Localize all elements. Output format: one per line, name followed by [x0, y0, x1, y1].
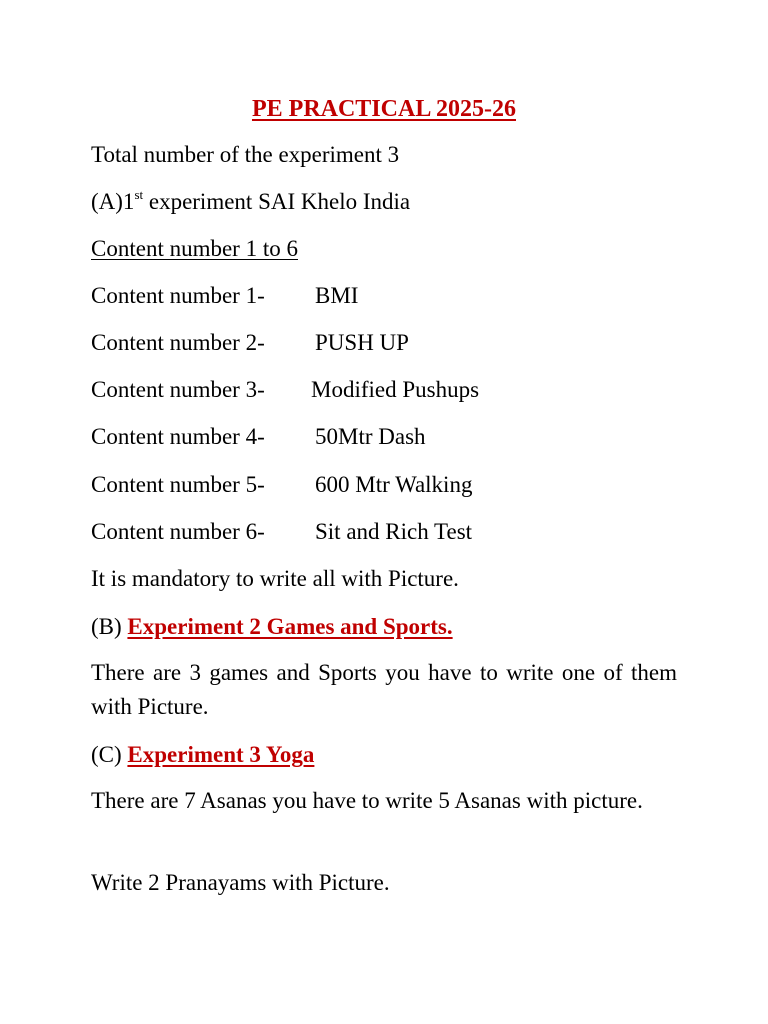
- experiment-b-title: Experiment 2 Games and Sports.: [127, 614, 453, 639]
- content-label: Content number 6-: [91, 519, 265, 544]
- content-row-2: [91, 329, 409, 357]
- experiment-c-heading: [91, 741, 314, 769]
- experiment-c-prefix: (C): [91, 742, 128, 767]
- content-row-5: [91, 471, 472, 499]
- experiment-a-prefix: (A)1: [91, 189, 135, 214]
- content-row-4: [91, 423, 426, 451]
- content-value: Sit and Rich Test: [315, 519, 473, 544]
- experiment-a-text: experiment SAI Khelo India: [143, 189, 411, 214]
- content-row-1: [91, 282, 358, 310]
- content-label: Content number 4-: [91, 424, 265, 449]
- content-label: Content number 3-: [91, 377, 265, 402]
- pranayam-note: Write 2 Pranayams with Picture.: [91, 870, 390, 895]
- content-heading: Content number 1 to 6: [91, 236, 298, 261]
- experiment-c-description: There are 7 Asanas you have to write 5 Asanas with picture.: [91, 788, 643, 813]
- content-row-3: [91, 376, 479, 404]
- content-label: Content number 2-: [91, 330, 265, 355]
- experiment-a-heading: [91, 188, 410, 219]
- content-label: Content number 1-: [91, 283, 265, 308]
- page-title-text: PE PRACTICAL 2025-26: [251, 96, 516, 122]
- page-title: [0, 94, 768, 124]
- experiment-b-heading: [91, 613, 453, 641]
- experiment-a-superscript: st: [134, 187, 144, 202]
- experiment-c-title: Experiment 3 Yoga: [127, 742, 315, 767]
- content-value: 50Mtr Dash: [315, 424, 426, 449]
- content-row-6: [91, 518, 472, 546]
- experiment-b-prefix: (B): [91, 614, 128, 639]
- content-value: PUSH UP: [315, 330, 409, 355]
- content-value: Modified Pushups: [311, 377, 480, 402]
- content-label: Content number 5-: [91, 472, 265, 497]
- experiment-b-description: There are 3 games and Sports you have to write one of them with Picture.: [91, 660, 677, 719]
- content-value: BMI: [315, 283, 359, 308]
- total-experiments: Total number of the experiment 3: [91, 142, 400, 167]
- mandatory-note: It is mandatory to write all with Picture.: [91, 566, 459, 591]
- content-value: 600 Mtr Walking: [315, 472, 473, 497]
